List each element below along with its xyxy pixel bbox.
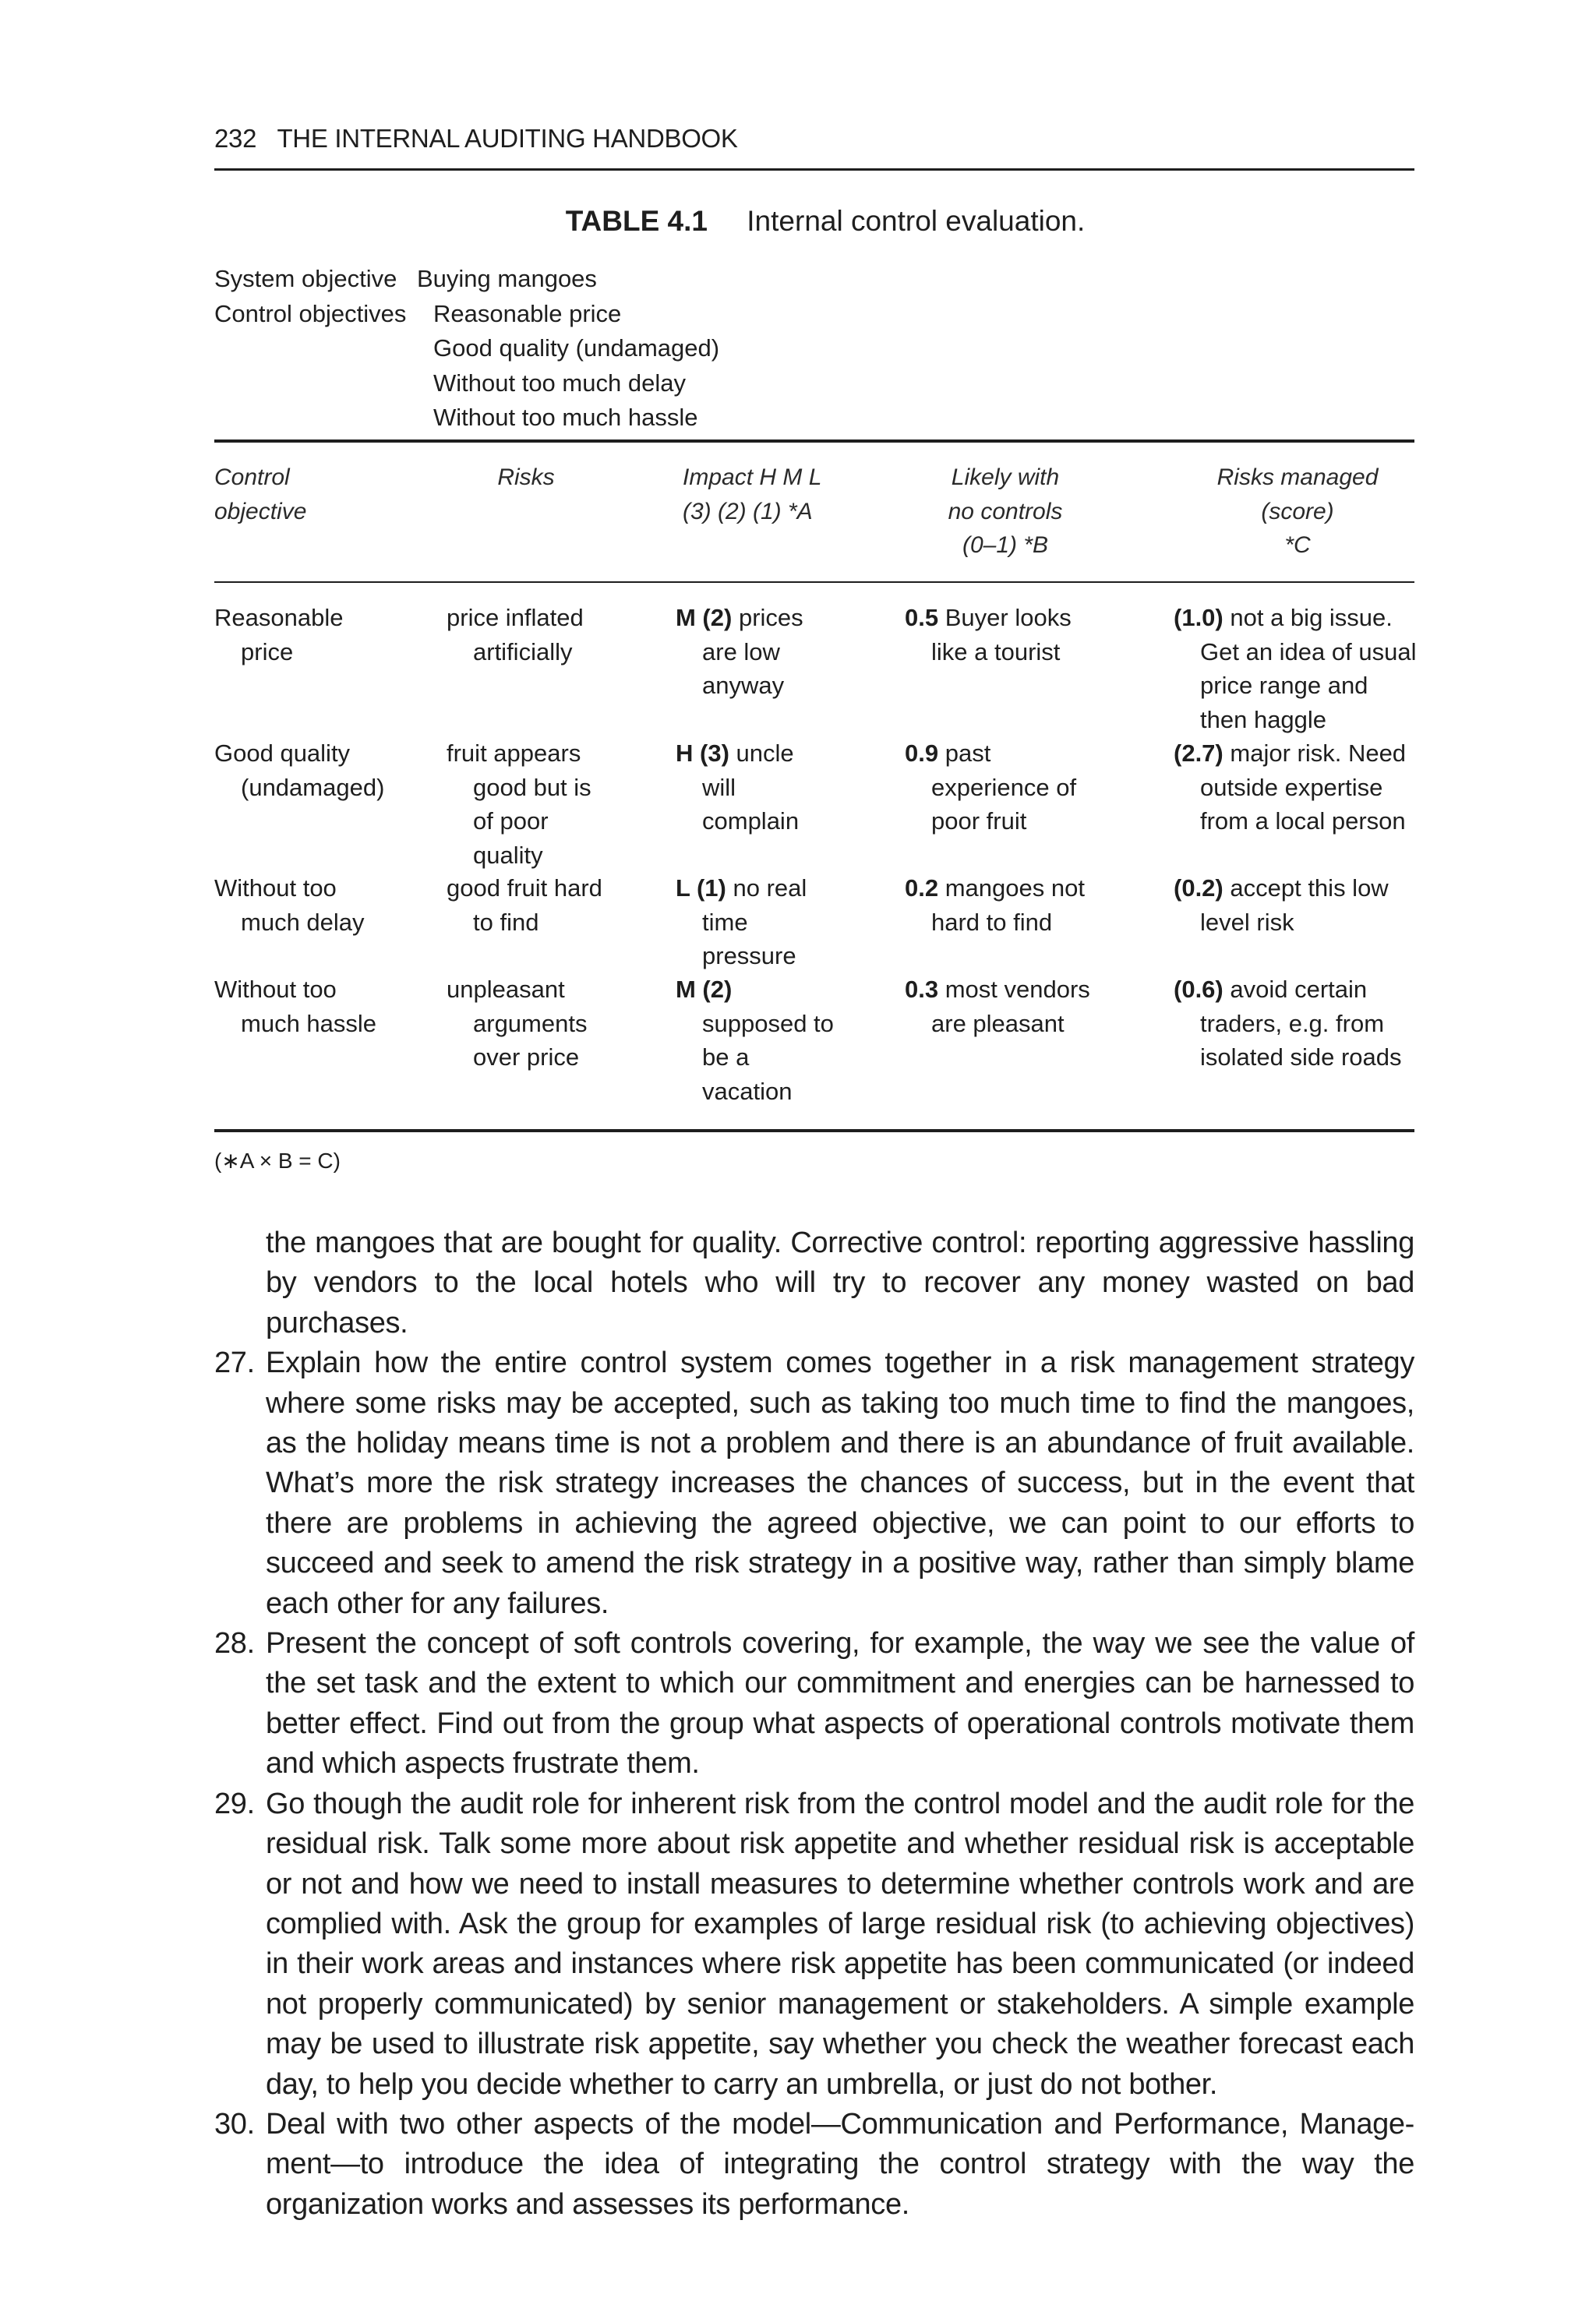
table-footnote: (∗A × B = C)	[214, 1149, 341, 1173]
cell-line: artificially	[473, 637, 573, 665]
row-2-likely	[905, 736, 1196, 838]
header-line: Control	[214, 464, 290, 490]
cell-line: be a	[702, 1043, 750, 1071]
cell-line: mangoes not	[945, 874, 1085, 902]
row-2-managed	[1174, 736, 1449, 838]
cell-line: to find	[473, 908, 539, 936]
cell-line: arguments	[473, 1009, 588, 1037]
cell-line: from a local person	[1200, 807, 1406, 835]
row-2-impact	[676, 736, 939, 838]
list-item	[214, 1624, 1414, 1784]
header-line: Risks managed	[1216, 464, 1379, 490]
row-1-risk	[447, 601, 707, 669]
cell-line: Buyer looks	[945, 604, 1072, 631]
header-line: Likely with	[951, 464, 1060, 490]
header-line: Risks	[497, 464, 555, 490]
row-4-impact	[676, 972, 939, 1108]
table-title: Internal control evaluation.	[747, 205, 1086, 237]
cell-line: over price	[473, 1043, 580, 1071]
cell-line: much delay	[241, 908, 365, 936]
cell-line: past	[945, 739, 991, 767]
cell-line: anyway	[702, 672, 785, 699]
cell-line: prices	[738, 604, 803, 631]
control-objective-item: Reasonable price	[433, 299, 622, 327]
managed-score: (0.6)	[1174, 976, 1223, 1003]
managed-score: (0.2)	[1174, 874, 1223, 902]
cell-line: much hassle	[241, 1009, 377, 1037]
cell-line: good but is	[473, 773, 591, 801]
row-3-impact	[676, 871, 939, 973]
impact-score: L (1)	[676, 874, 726, 902]
table-top-rule	[214, 439, 1414, 443]
cell-line: of poor	[473, 807, 549, 835]
row-4-objective	[214, 972, 459, 1040]
row-3-likely	[905, 871, 1196, 939]
system-objective-label: System objective	[214, 265, 397, 292]
row-1-impact	[676, 601, 939, 703]
cell-line: will	[702, 773, 736, 801]
item-number: 27.	[214, 1347, 255, 1380]
cell-line: quality	[473, 841, 543, 869]
table-caption	[0, 204, 1596, 238]
header-risks-managed	[1185, 461, 1411, 563]
control-objectives-label: Control objectives	[214, 299, 407, 327]
cell-line: then haggle	[1200, 705, 1327, 733]
table-bottom-rule	[214, 1129, 1414, 1132]
managed-score: (1.0)	[1174, 604, 1223, 631]
row-4-risk	[447, 972, 707, 1075]
list-item	[214, 2105, 1414, 2225]
header-risks	[448, 461, 604, 495]
cell-line: price inflated	[447, 604, 584, 631]
header-impact	[683, 461, 885, 528]
row-1-likely	[905, 601, 1196, 669]
header-line: *C	[1284, 532, 1311, 558]
item-text: Deal with two other aspects of the model—Communication and Performance, Manage-ment—to introduce the idea of integrating the control strategy with the way the organization works and assesses its performance.	[266, 2107, 1414, 2221]
row-4-managed	[1174, 972, 1449, 1075]
likely-score: 0.3	[905, 976, 939, 1003]
impact-score: M (2)	[676, 604, 733, 631]
cell-line: experience of	[931, 773, 1077, 801]
cell-line: time	[702, 908, 748, 936]
header-control-objective	[214, 461, 370, 528]
control-objective-item: Without too much hassle	[433, 404, 698, 431]
cell-line: outside expertise	[1200, 773, 1383, 801]
running-head	[214, 123, 1414, 154]
cell-line: Good quality	[214, 739, 351, 767]
list-item	[214, 1784, 1414, 2105]
control-objective-item: Good quality (undamaged)	[433, 334, 720, 362]
impact-score: M (2)	[676, 976, 733, 1003]
cell-line: like a tourist	[931, 637, 1061, 665]
row-2-objective	[214, 736, 459, 804]
cell-line: (undamaged)	[241, 773, 385, 801]
item-text: Present the concept of soft controls covering, for example, the way we see the value of the set task and the extent to which our commitment and energies can be harnessed to better effect. Find out from the group what aspects of operational controls motivate them and which aspects frustrate them.	[266, 1627, 1414, 1781]
item-text: Go though the audit role for inherent risk from the control model and the audit role for the residual risk. Talk some more about risk appetite and whether residual risk is acceptable or not and how we need to install measures to determine whether controls work and are complied with. Ask the group for examples of large residual risk (to achieving objectives) in their work areas and instances where risk appetite has been communicated (or indeed not properly communicated) by senior management or stakeholders. A simple example may be used to illustrate risk appetite, say whether you check the weather forecast each day, to help you decide whether to carry an umbrella, or just do not bother.	[266, 1787, 1414, 2101]
cell-line: major risk. Need	[1230, 739, 1407, 767]
cell-line: pressure	[702, 942, 796, 969]
cell-line: Reasonable	[214, 604, 344, 631]
cell-line: most vendors	[945, 976, 1090, 1003]
system-objective-value: Buying mangoes	[417, 265, 597, 292]
row-3-managed	[1174, 871, 1449, 939]
managed-score: (2.7)	[1174, 739, 1223, 767]
header-line: Impact H M L	[683, 464, 822, 490]
cell-line: fruit appears	[447, 739, 581, 767]
cell-line: uncle	[736, 739, 794, 767]
header-rule	[214, 168, 1414, 171]
header-line: (score)	[1261, 498, 1334, 524]
cell-line: isolated side roads	[1200, 1043, 1402, 1071]
cell-line: are pleasant	[931, 1009, 1065, 1037]
cell-line: avoid certain	[1230, 976, 1368, 1003]
item-number: 28.	[214, 1627, 255, 1661]
table-label: TABLE 4.1	[565, 205, 708, 237]
likely-score: 0.2	[905, 874, 939, 902]
likely-score: 0.9	[905, 739, 939, 767]
header-line: (0–1) *B	[962, 532, 1049, 558]
item-number: 30.	[214, 2107, 255, 2141]
continuation-paragraph: the mangoes that are bought for quality. Corrective control: reporting aggressive hassling by vendors to the local hotels who will try to recover any money wasted on bad purchases.	[266, 1227, 1414, 1340]
cell-line: Get an idea of usual	[1200, 637, 1417, 665]
control-objective-item: Without too much delay	[433, 369, 686, 397]
cell-line: poor fruit	[931, 807, 1027, 835]
cell-line: good fruit hard	[447, 874, 602, 902]
cell-line: no real	[733, 874, 807, 902]
cell-line: unpleasant	[447, 976, 565, 1003]
row-2-risk	[447, 736, 707, 872]
row-1-managed	[1174, 601, 1449, 736]
impact-score: H (3)	[676, 739, 729, 767]
cell-line: are low	[702, 637, 780, 665]
cell-line: hard to find	[931, 908, 1053, 936]
running-title: THE INTERNAL AUDITING HANDBOOK	[277, 124, 738, 153]
cell-line: complain	[702, 807, 800, 835]
header-line: no controls	[948, 498, 1063, 524]
list-item	[214, 1343, 1414, 1624]
cell-line: level risk	[1200, 908, 1294, 936]
header-line: (3) (2) (1) *A	[683, 498, 813, 524]
cell-line: price range and	[1200, 672, 1368, 699]
cell-line: Without too	[214, 874, 337, 902]
cell-line: Without too	[214, 976, 337, 1003]
row-1-objective	[214, 601, 459, 669]
header-line: objective	[214, 498, 307, 524]
item-text: Explain how the entire control system comes together in a risk management strategy where some risks may be accepted, such as taking too much time to find the mangoes, as the holiday means time is not a problem and there is an abundance of fruit available. What’s more the risk strategy increases the chances of success, but in the event that there are problems in achieving the agreed objective, we can point to our efforts to succeed and seek to amend the risk strategy in a positive way, rather than simply blame each other for any failures.	[266, 1347, 1414, 1620]
row-3-objective	[214, 871, 459, 939]
likely-score: 0.5	[905, 604, 939, 631]
table-header-rule	[214, 581, 1414, 583]
row-4-likely	[905, 972, 1196, 1040]
item-number: 29.	[214, 1787, 255, 1820]
header-likely	[904, 461, 1107, 563]
body-text	[214, 1223, 1414, 2225]
cell-line: supposed to	[702, 1009, 834, 1037]
cell-line: not a big issue.	[1230, 604, 1393, 631]
cell-line: traders, e.g. from	[1200, 1009, 1385, 1037]
cell-line: price	[241, 637, 294, 665]
cell-line: vacation	[702, 1077, 793, 1105]
row-3-risk	[447, 871, 707, 939]
cell-line: accept this low	[1230, 874, 1389, 902]
page-number: 232	[214, 124, 257, 153]
